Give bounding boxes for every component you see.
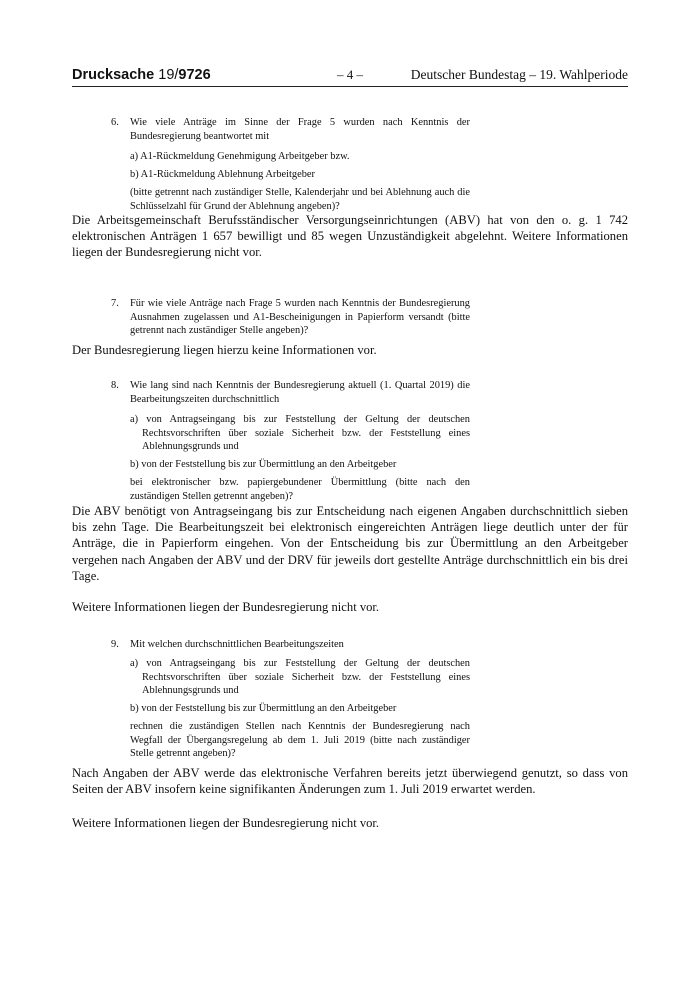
question-6-item-a: a) A1-Rückmeldung Genehmigung Arbeitgeber bzw. — [130, 151, 350, 162]
question-9-item-a: a) von Antragseingang bis zur Feststellung der Geltung der deutschen Rechtsvorschriften über soziale Sicherheit bzw. der Feststellung eines Ablehnungsgrunds und — [130, 658, 470, 697]
question-6-note: (bitte getrennt nach zuständiger Stelle, Kalenderjahr und bei Ablehnung auch die Schlüsselzahl für Grund der Ablehnung angeben)? — [130, 187, 470, 212]
question-9-text: Mit welchen durchschnittlichen Bearbeitungszeiten — [130, 639, 344, 650]
question-7-number: 7. — [111, 298, 119, 309]
question-8-note: bei elektronischer bzw. papiergebundener Übermittlung (bitte nach den zuständigen Stellen getrennt angeben)? — [130, 477, 470, 502]
question-9-number: 9. — [111, 639, 119, 650]
question-6-item-b: b) A1-Rückmeldung Ablehnung Arbeitgeber — [130, 169, 315, 180]
question-8-item-a: a) von Antragseingang bis zur Feststellung der Geltung der deutschen Rechtsvorschriften über soziale Sicherheit bzw. der Feststellung eines Ablehnungsgrunds und — [130, 414, 470, 453]
header-source: Deutscher Bundestag – 19. Wahlperiode — [410, 67, 628, 82]
question-9-item-b: b) von der Feststellung bis zur Übermittlung an den Arbeitgeber — [130, 703, 397, 714]
answer-8: Die ABV benötigt von Antragseingang bis zur Entscheidung nach eigenen Angaben durchschnittlich sieben bis zehn Tage. Die Bearbeitungszeit bei elektronisch eingereichten Anträgen liege deutlich unter der für Anträge, die in Papierform eingehen. Von der Entscheidung bis zur Übermittlung an den Arbeitgeber vergehen nach Angaben der ABV und der DRV für jeweils dort gestellte Anträge durchschnittlich ein bis drei Tage. — [72, 504, 628, 583]
answer-6: Die Arbeitsgemeinschaft Berufsständischer Versorgungseinrichtungen (ABV) hat von den o. g. 1 742 elektronischen Anträgen 1 657 bewilligt und 85 wegen Unzuständigkeit abgelehnt. Weitere Informationen liegen der Bundesregierung nicht vor. — [72, 213, 628, 260]
question-8-item-b: b) von der Feststellung bis zur Übermittlung an den Arbeitgeber — [130, 459, 397, 470]
question-7-text: Für wie viele Anträge nach Frage 5 wurden nach Kenntnis der Bundesregierung Ausnahmen zugelassen und A1-Bescheinigungen in Papierform versandt (bitte getrennt nach zuständiger Stelle angeben)? — [130, 298, 470, 337]
question-6-number: 6. — [111, 117, 119, 128]
question-8-text: Wie lang sind nach Kenntnis der Bundesregierung aktuell (1. Quartal 2019) die Bearbeitungszeiten durchschnittlich — [130, 380, 470, 405]
question-9-note: rechnen die zuständigen Stellen nach Kenntnis der Bundesregierung nach Wegfall der Übergangsregelung ab dem 1. Juli 2019 (bitte nach zuständiger Stelle getrennt angeben)? — [130, 721, 470, 760]
answer-7: Der Bundesregierung liegen hierzu keine Informationen vor. — [72, 343, 377, 357]
question-6-text: Wie viele Anträge im Sinne der Frage 5 wurden nach Kenntnis der Bundesregierung beantwortet mit — [130, 117, 470, 142]
document-number: Drucksache 19/9726 — [72, 67, 211, 83]
answer-9: Nach Angaben der ABV werde das elektronische Verfahren bereits jetzt überwiegend genutzt, so dass von Seiten der ABV insofern keine signifikanten Änderungen zum 1. Juli 2019 erwartet werden. — [72, 766, 628, 797]
answer-9-followup: Weitere Informationen liegen der Bundesregierung nicht vor. — [72, 816, 380, 830]
question-8-number: 8. — [111, 380, 119, 391]
page-header — [72, 66, 628, 87]
answer-8-followup: Weitere Informationen liegen der Bundesregierung nicht vor. — [72, 600, 380, 614]
page-number: – 4 – — [337, 67, 363, 82]
